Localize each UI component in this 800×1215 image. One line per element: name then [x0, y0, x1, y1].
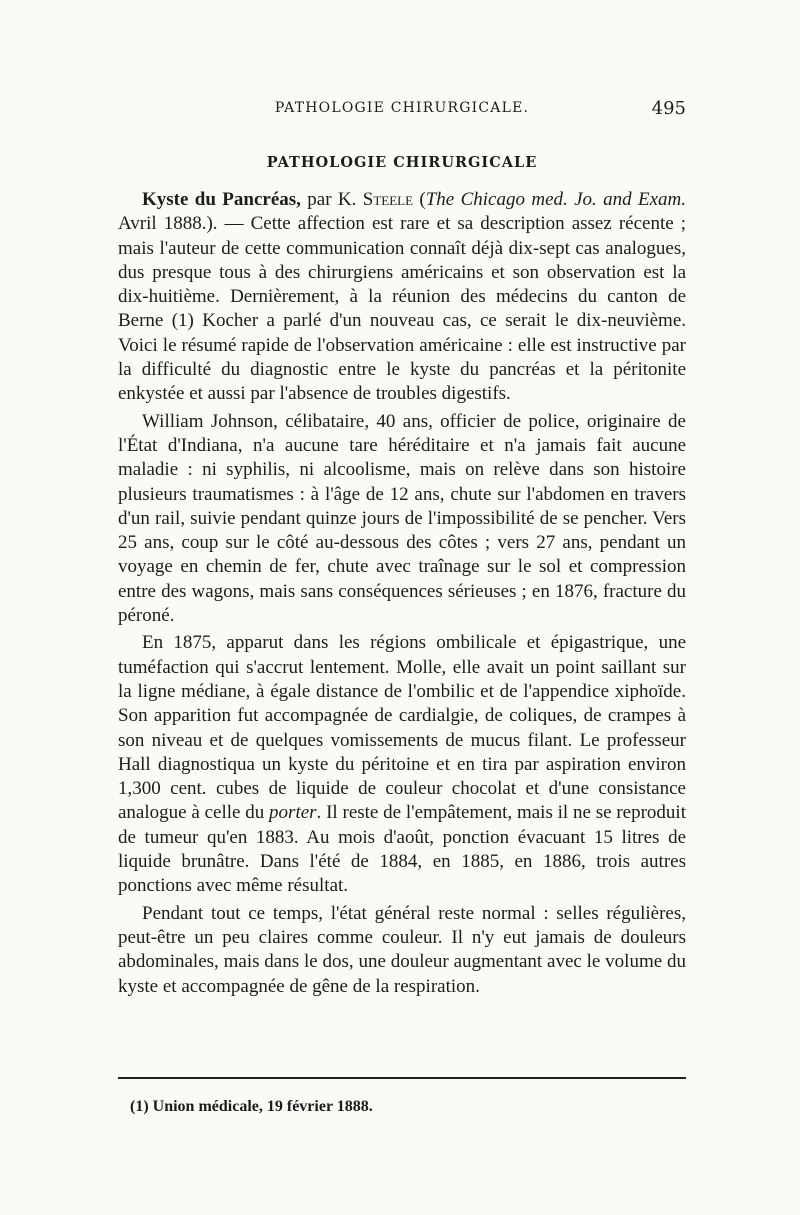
article-title: Kyste du Pancréas,: [142, 189, 301, 210]
section-title: PATHOLOGIE CHIRURGICALE: [266, 154, 538, 171]
running-head: [118, 98, 686, 120]
article-source-open: (: [413, 189, 426, 210]
paragraph-tumor-course-text: En 1875, apparut dans les régions ombilicale et épigastrique, une tuméfaction qui s'accrut lentement. Molle, elle avait un point saillant sur la ligne médiane, à égale distance de l'ombilic et de l'appendice xiphoïde. Son apparition fut accompagnée de cardialgie, de coliques, de crampes à son niveau et de quelques vomissements de mucus filant. Le professeur Hall diagnostiqua un kyste du péritoine et en tira par aspiration environ 1,300 cent. cubes de liquide de couleur chocolat et d'une consistance analogue à celle du: [118, 632, 686, 824]
page-number: 495: [651, 98, 686, 119]
article-body: [118, 188, 686, 999]
paragraph-tumor-course-rest: . Il reste de l'empâtement, mais il ne se reproduit de tumeur qu'en 1883. Au mois d'août, ponction évacuant 15 litres de liquide brunâtre. Dans l'été de 1884, en 1885, en 1886, trois autres ponctions avec même résultat.: [118, 802, 686, 897]
paragraph-tumor-course: [118, 631, 686, 898]
porter-word: porter: [269, 802, 317, 824]
article-source: The Chicago med. Jo. and Exam.: [425, 189, 687, 210]
article-intro-rest: Kocher a parlé d'un nouveau cas, ce serait le dix-neuvième. Voici le résumé rapide de l'observation américaine : elle est instructive par la difficulté du diagnostic entre le kyste du pancréas et la péritonite enkystée et aussi par l'absence de troubles digestifs.: [118, 310, 686, 405]
article-author: K. Steele: [337, 189, 414, 210]
footnote-ref: (1): [171, 310, 194, 332]
footnote: (1) Union médicale, 19 février 1888.: [130, 1098, 373, 1115]
article-by: par: [300, 189, 338, 210]
article-intro-text: Avril 1888.). — Cette affection est rare et sa description assez récente ; mais l'auteur de cette communication connaît déjà dix-sept cas analogues, dus presque tous à des chirurgiens américains et son observation est la dix-huitième. Dernièrement, à la réunion des médecins du canton de Berne: [118, 213, 686, 332]
paragraph-patient-history: William Johnson, célibataire, 40 ans, officier de police, originaire de l'État d'Indiana, n'a aucune tare héréditaire et n'a jamais fait aucune maladie : ni syphilis, ni alcoolisme, mais on relève dans son histoire plusieurs traumatismes : à l'âge de 12 ans, chute sur l'abdomen en travers d'un rail, suivie pendant quinze jours de l'impossibilité de se pencher. Vers 25 ans, coup sur le côté au-dessous des côtes ; vers 27 ans, pendant un voyage en chemin de fer, chute avec traînage sur le sol et compression entre des wagons, mais sans conséquences sérieuses ; en 1876, fracture du péroné.: [118, 410, 686, 627]
article-intro-paragraph: [118, 188, 686, 407]
running-title: PATHOLOGIE CHIRURGICALE.: [274, 100, 530, 116]
footnote-divider: [118, 1077, 686, 1079]
paragraph-general-state: Pendant tout ce temps, l'état général reste normal : selles régulières, peut-être un peu claires comme couleur. Il n'y eut jamais de douleurs abdominales, mais dans le dos, une douleur augmentant avec le volume du kyste et accompagnée de gêne de la respiration.: [118, 902, 686, 997]
